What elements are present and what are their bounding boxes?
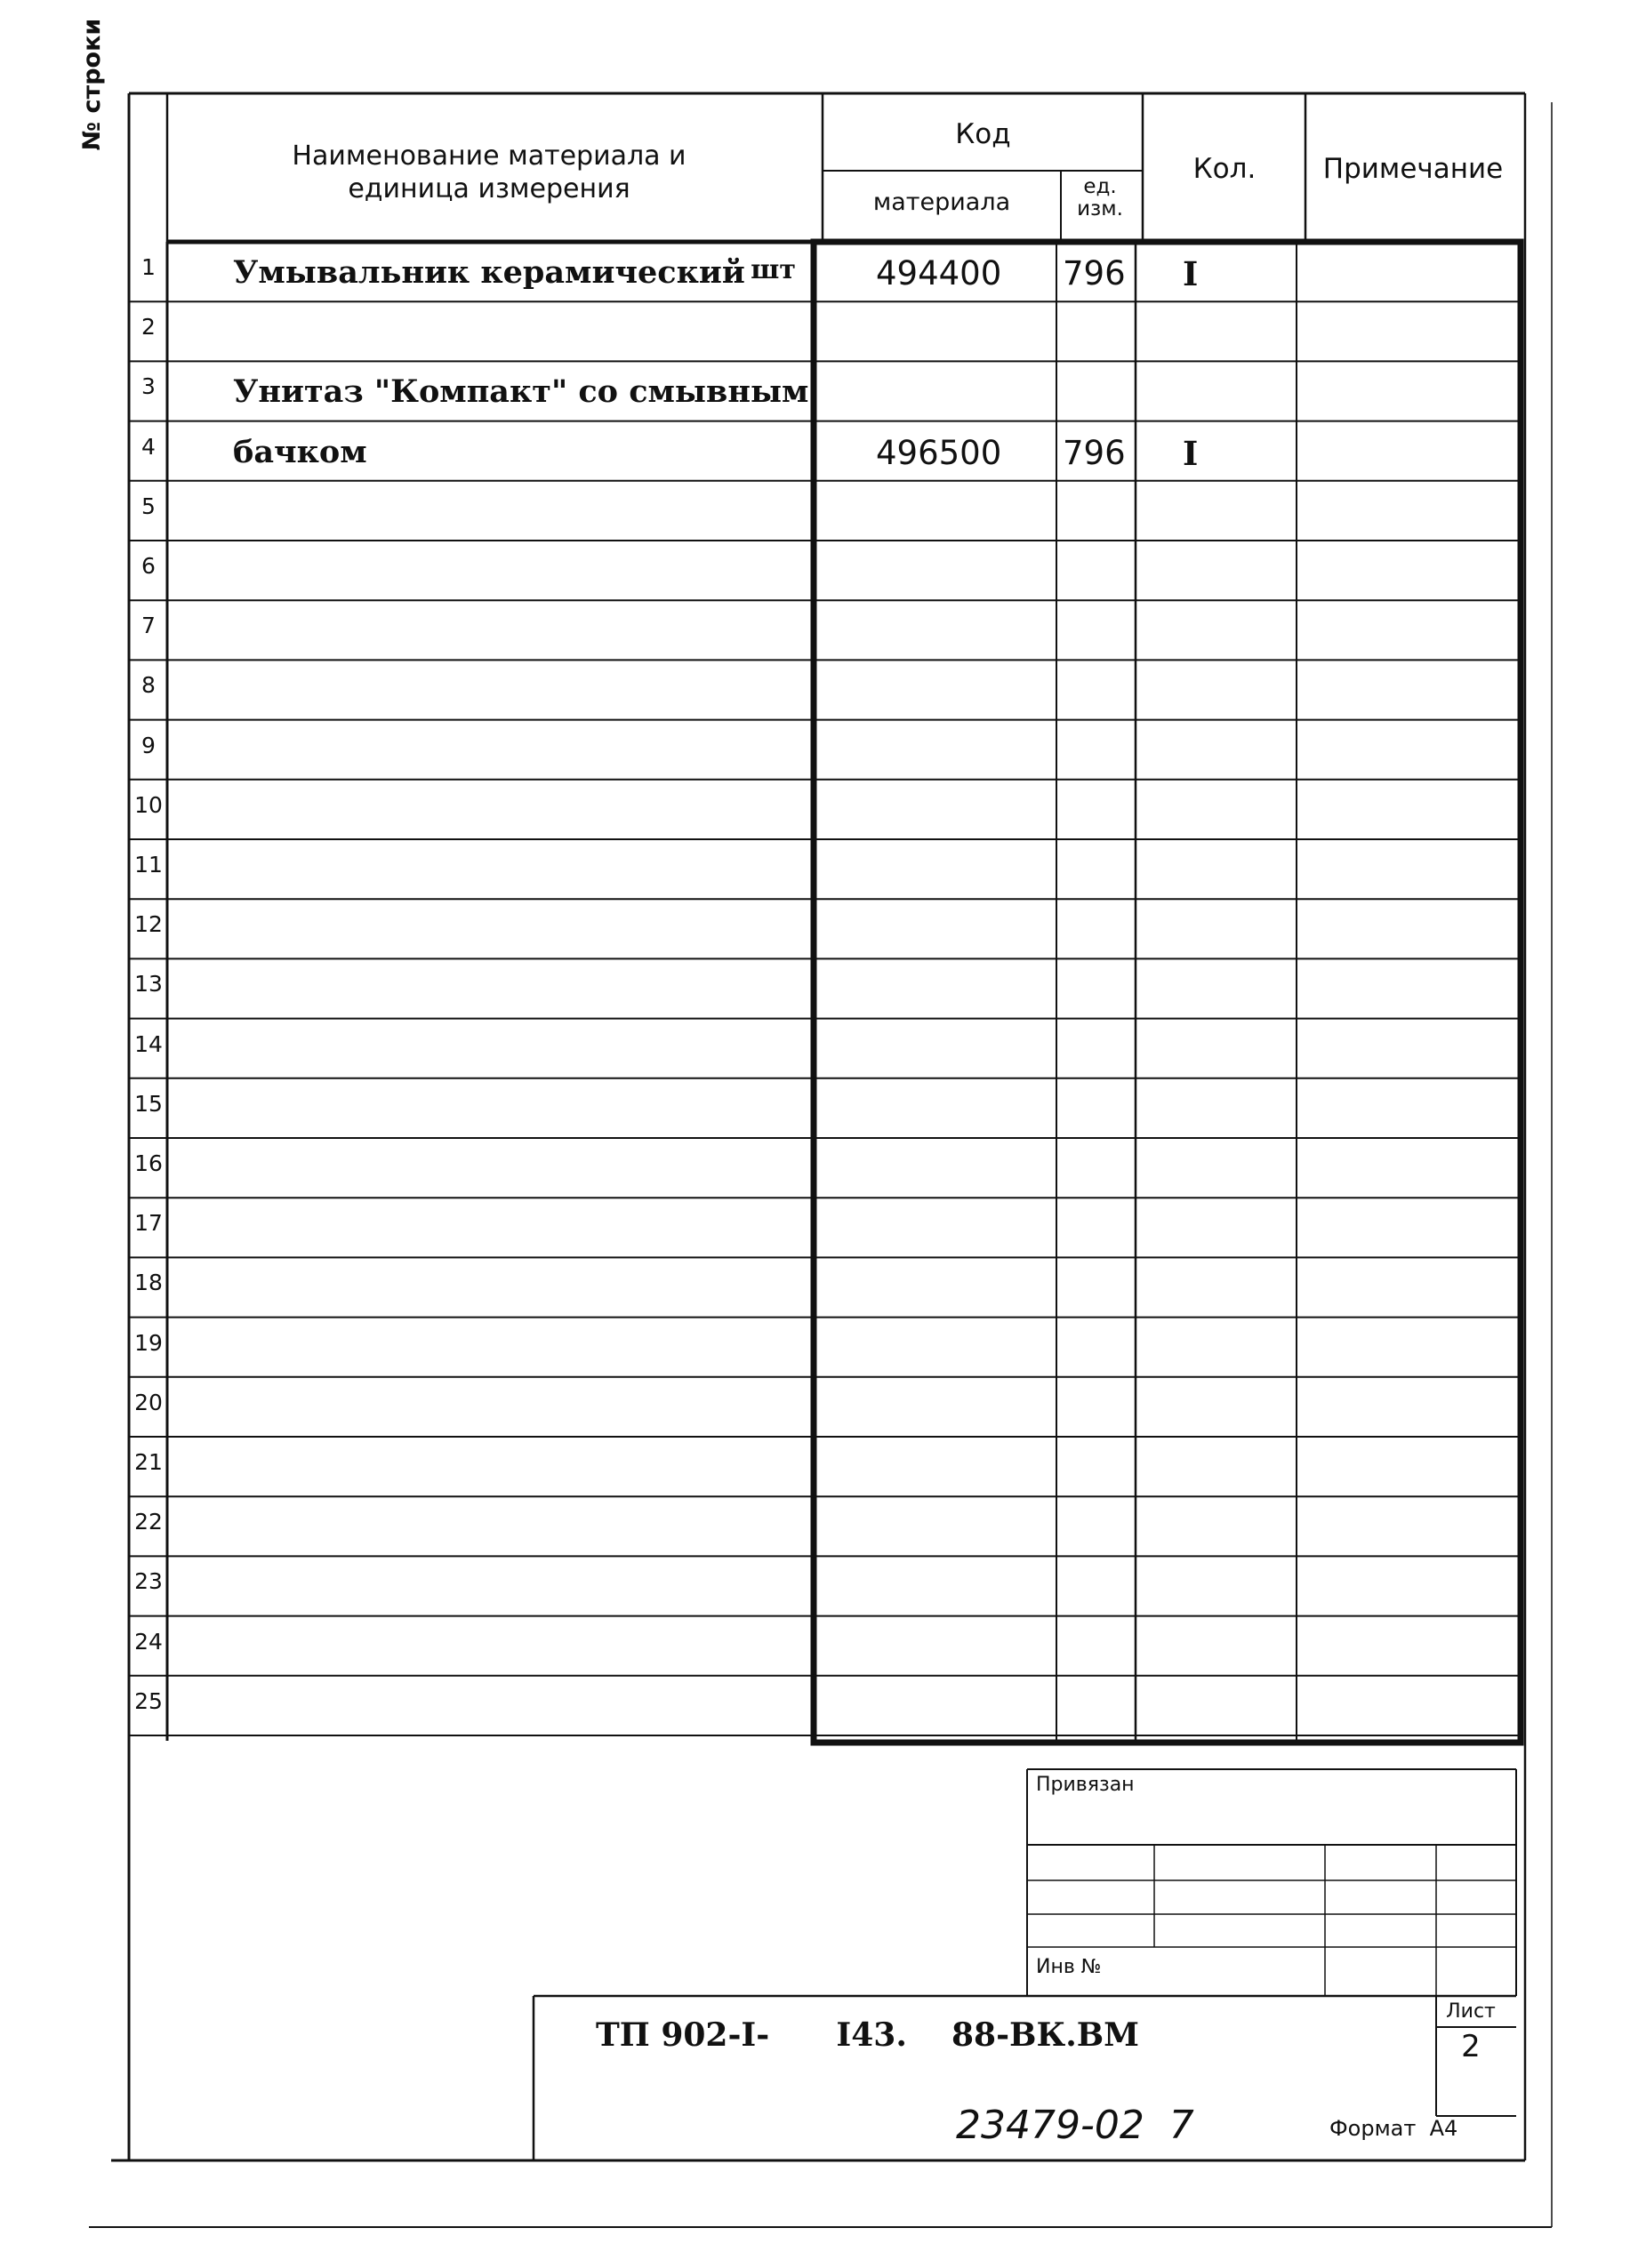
stamp-inv-label: Инв №: [1036, 1956, 1102, 1978]
header-code-unit-1: ед.: [1083, 175, 1117, 198]
row-number: 11: [134, 852, 163, 878]
row-number: 6: [141, 553, 156, 579]
material-name: Унитаз "Компакт" со смывным: [233, 373, 809, 411]
row-number: 1: [141, 254, 156, 280]
stamp-doc-code: ТП 902-I- I43. 88-ВК.ВМ: [596, 2016, 1140, 2054]
footer-format: Формат А4: [1329, 2116, 1458, 2141]
table-row: [0, 1502, 1638, 1561]
row-number: 15: [134, 1090, 163, 1117]
table-row: [0, 964, 1638, 1023]
row-number: 17: [134, 1210, 163, 1237]
header-code-material: материала: [872, 188, 1011, 216]
row-number: 4: [141, 433, 156, 460]
row-number: 23: [134, 1568, 163, 1595]
unit-code: 796: [1063, 433, 1126, 472]
table-row: [0, 1262, 1638, 1322]
row-number: 22: [134, 1509, 163, 1535]
table-row: [0, 1622, 1638, 1681]
quantity: I: [1183, 254, 1199, 293]
row-number: 2: [141, 314, 156, 341]
row-number: 18: [134, 1270, 163, 1296]
table-row: [0, 1084, 1638, 1143]
header-code-unit-2: изм.: [1077, 197, 1123, 220]
table-row: [0, 725, 1638, 785]
table-row: [0, 1382, 1638, 1442]
stamp-sheet-number: 2: [1461, 2029, 1481, 2064]
header-note: Примечание: [1322, 153, 1504, 185]
row-number: 24: [134, 1628, 163, 1655]
row-number: 21: [134, 1449, 163, 1475]
unit-code: 796: [1063, 254, 1126, 293]
row-number: 12: [134, 911, 163, 938]
material-unit: шт: [751, 254, 796, 285]
row-number: 25: [134, 1687, 163, 1714]
table-row: [0, 1442, 1638, 1502]
table-row: [0, 904, 1638, 964]
table-row: [0, 1143, 1638, 1203]
material-name: Умывальник керамический: [233, 254, 745, 291]
row-number: 19: [134, 1329, 163, 1356]
stamp-bound-label: Привязан: [1036, 1774, 1135, 1796]
row-number: 10: [134, 791, 163, 818]
table-row: [0, 1561, 1638, 1621]
table-row: [0, 1681, 1638, 1741]
header-name-line2: единица измерения: [348, 173, 630, 204]
footer-handwritten-number: 23479-02 7: [956, 2103, 1194, 2148]
row-number: 9: [141, 732, 156, 758]
row-number: 13: [134, 971, 163, 998]
header-row-no: № строки: [78, 18, 106, 151]
table-row: [0, 1323, 1638, 1382]
material-code: 496500: [876, 433, 1002, 472]
row-number: 5: [141, 493, 156, 519]
table-row: [0, 247, 1638, 307]
row-number: 3: [141, 373, 156, 400]
stamp-sheet-label: Лист: [1446, 2000, 1496, 2023]
table-row: [0, 605, 1638, 665]
material-code: 494400: [876, 254, 1002, 293]
header-qty: Кол.: [1192, 153, 1257, 185]
table-row: [0, 665, 1638, 725]
table-row: [0, 427, 1638, 486]
row-number: 8: [141, 672, 156, 699]
table-row: [0, 546, 1638, 605]
row-number: 16: [134, 1150, 163, 1176]
table-row: [0, 845, 1638, 904]
table-row: [0, 1203, 1638, 1262]
row-number: 7: [141, 613, 156, 639]
row-number: 20: [134, 1389, 163, 1415]
table-row: [0, 307, 1638, 366]
quantity: I: [1183, 433, 1199, 473]
header-name-line1: Наименование материала и: [292, 140, 687, 172]
row-number: 14: [134, 1030, 163, 1057]
table-row: [0, 1024, 1638, 1084]
header-code: Код: [955, 118, 1011, 150]
table-row: [0, 486, 1638, 546]
material-name: бачком: [233, 433, 367, 470]
table-row: [0, 785, 1638, 845]
table-row: [0, 366, 1638, 426]
